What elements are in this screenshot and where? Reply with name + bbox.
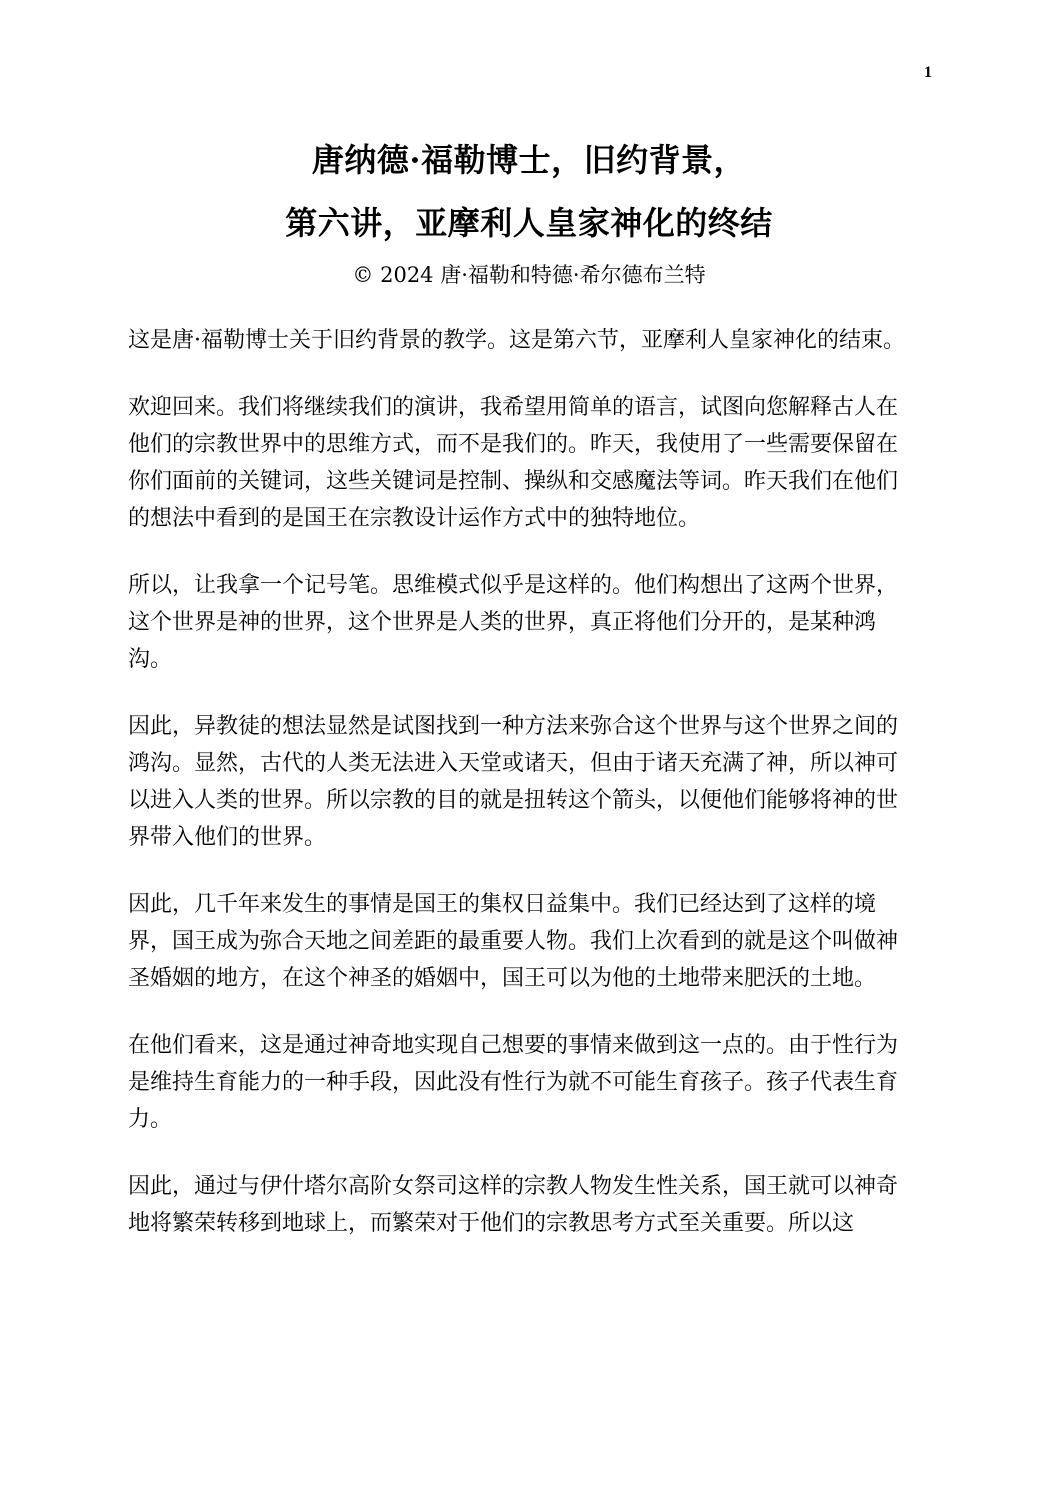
paragraph-7: 因此，通过与伊什塔尔高阶女祭司这样的宗教人物发生性关系，国王就可以神奇地将繁荣转移到地球上，而繁荣对于他们的宗教思考方式至关重要。所以这 <box>128 1174 899 1236</box>
document-body <box>128 322 918 1272</box>
title-line-1: 唐纳德·福勒博士，旧约背景， <box>311 141 747 179</box>
paragraph-5: 因此，几千年来发生的事情是国王的集权日益集中。我们已经达到了这样的境界，国王成为弥合天地之间差距的最重要人物。我们上次看到的就是这个叫做神圣婚姻的地方，在这个神圣的婚姻中，国王可以为他的土地带来肥沃的土地。 <box>128 892 899 991</box>
paragraph-2: 欢迎回来。我们将继续我们的演讲，我希望用简单的语言，试图向您解释古人在他们的宗教世界中的思维方式，而不是我们的。昨天，我使用了一些需要保留在你们面前的关键词，这些关键词是控制、操纵和交感魔法等词。昨天我们在他们的想法中看到的是国王在宗教设计运作方式中的独特地位。 <box>128 395 899 531</box>
title-line-2: 第六讲，亚摩利人皇家神化的终结 <box>285 204 773 242</box>
paragraph-1: 这是唐·福勒博士关于旧约背景的教学。这是第六节，亚摩利人皇家神化的结束。 <box>128 328 905 353</box>
paragraph-6: 在他们看来，这是通过神奇地实现自己想要的事情来做到这一点的。由于性行为是维持生育能力的一种手段，因此没有性行为就不可能生育孩子。孩子代表生育力。 <box>128 1033 899 1132</box>
paragraph-4: 因此，异教徒的想法显然是试图找到一种方法来弥合这个世界与这个世界之间的鸿沟。显然，古代的人类无法进入天堂或诸天，但由于诸天充满了神，所以神可以进入人类的世界。所以宗教的目的就是扭转这个箭头，以便他们能够将神的世界带入他们的世界。 <box>128 714 899 850</box>
paragraph-3: 所以，让我拿一个记号笔。思维模式似乎是这样的。他们构想出了这两个世界，这个世界是神的世界，这个世界是人类的世界，真正将他们分开的，是某种鸿沟。 <box>128 573 899 672</box>
copyright-line: © 2024 唐·福勒和特德·希尔德布兰特 <box>352 263 706 287</box>
page-number: 1 <box>924 64 932 81</box>
